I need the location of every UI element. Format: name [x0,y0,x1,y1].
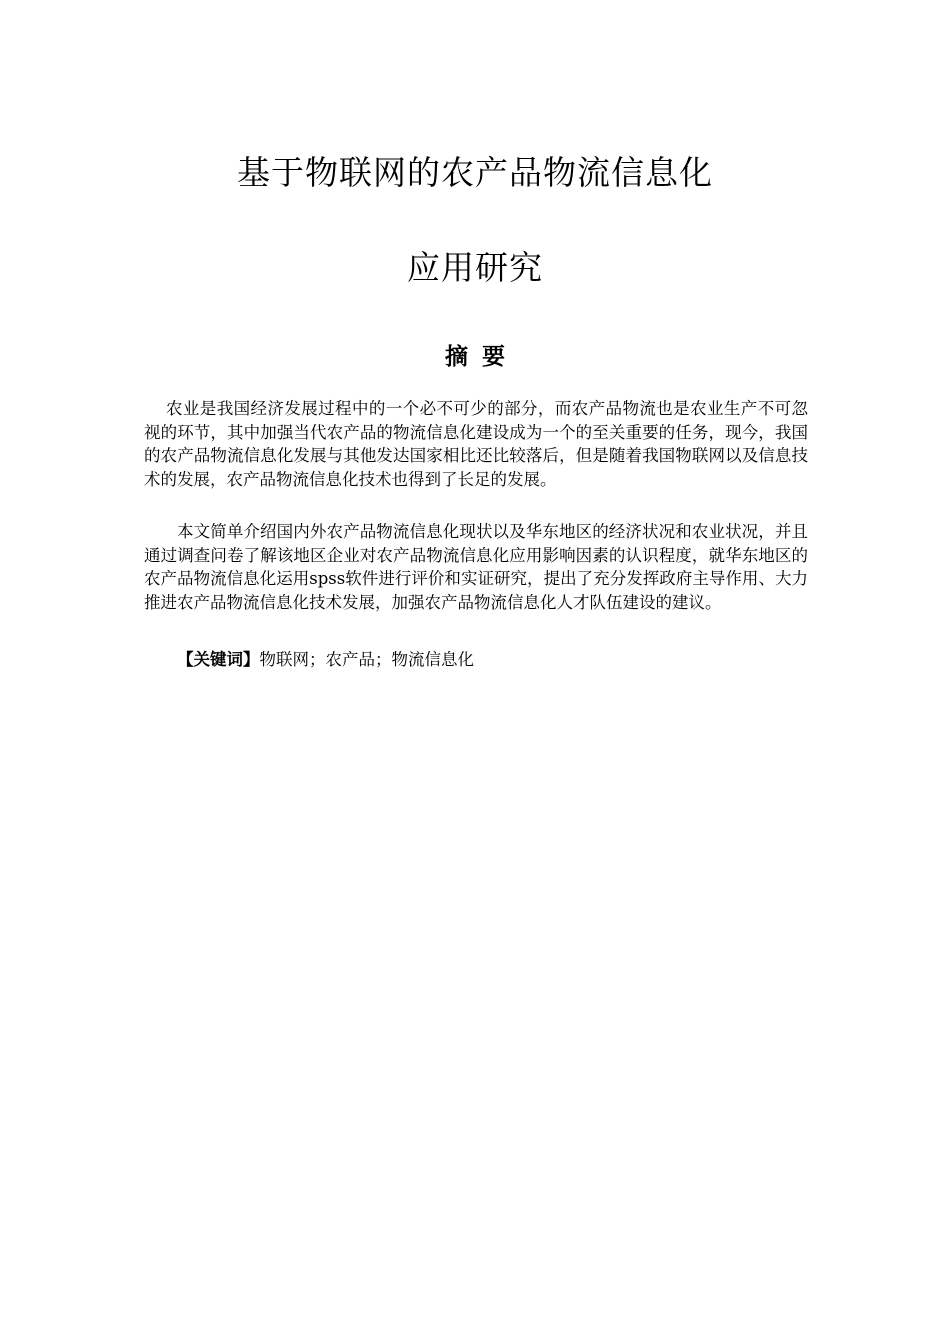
abstract-heading-char-1: 摘 [445,344,468,370]
keywords-value: 物联网；农产品；物流信息化 [259,650,474,669]
keywords-label: 【关键词】 [177,650,260,669]
document-title-line-1: 基于物联网的农产品物流信息化 [237,153,713,192]
keywords-line [177,648,474,672]
abstract-heading [0,341,950,373]
abstract-paragraph-2: 本文简单介绍国内外农产品物流信息化现状以及华东地区的经济状况和农业状况，并且通过调查问卷了解该地区企业对农产品物流信息化应用影响因素的认识程度，就华东地区的农产品物流信息化运用spss软件进行评价和实证研究，提出了充分发挥政府主导作用、大力推进农产品物流信息化技术发展，加强农产品物流信息化人才队伍建设的建议。 [144,522,808,612]
abstract-heading-char-2: 要 [482,344,505,370]
document-title-line-2: 应用研究 [407,248,543,287]
abstract-paragraph-1: 农业是我国经济发展过程中的一个必不可少的部分，而农产品物流也是农业生产不可忽视的环节，其中加强当代农产品的物流信息化建设成为一个的至关重要的任务，现今，我国的农产品物流信息化发展与其他发达国家相比还比较落后，但是随着我国物联网以及信息技术的发展，农产品物流信息化技术也得到了长足的发展。 [144,399,808,489]
